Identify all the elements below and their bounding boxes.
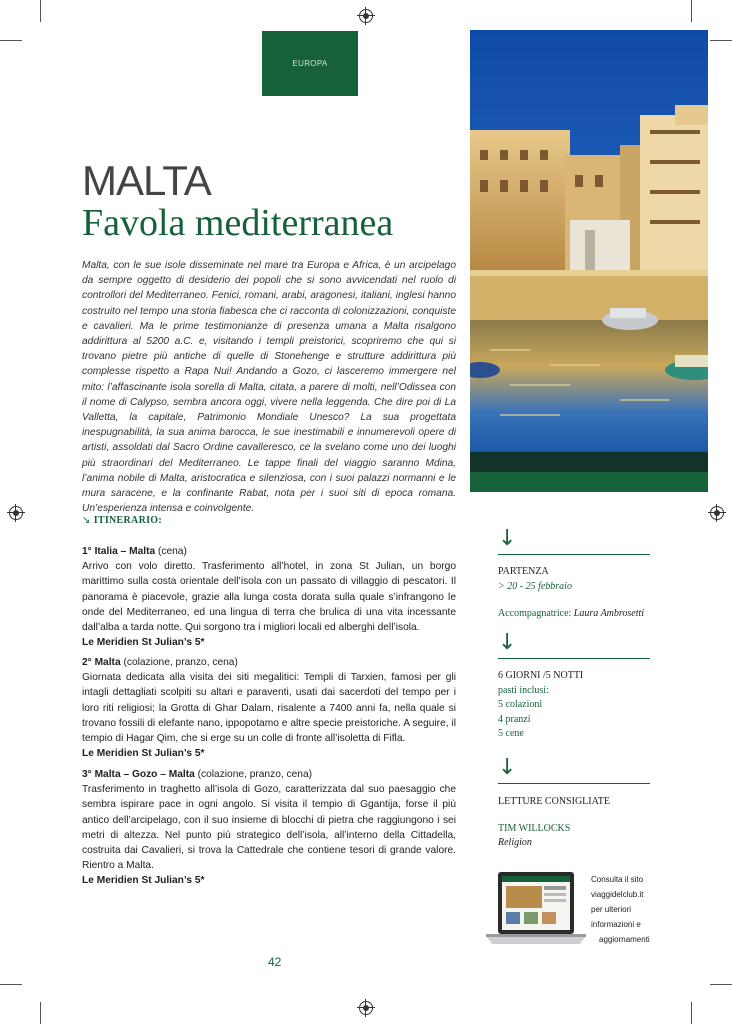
- meal-item: 5 colazioni: [498, 699, 543, 710]
- page-title: MALTA: [82, 157, 211, 204]
- meals-label: pasti inclusi:: [498, 684, 549, 696]
- book-title: Religion: [498, 837, 532, 848]
- departure-dates: > 20 - 25 febbraio: [498, 580, 572, 592]
- laptop-icon: [484, 870, 588, 950]
- page-number: 42: [268, 955, 282, 969]
- day-text: Trasferimento in traghetto all’isola di Gozo, caratterizzata dal suo paesaggio che sembra ispirare pace in ogni angolo. Si visita il tempio di Ggantija, forse il più antico dell’arcipelago, con il suo insieme di blocchi di pietra che raggiungono i sei metri di altezza. Nel punto più strategico dell’isola, all’interno della Cittadella, costruita dai Cavalieri, si trova la Cattedrale che contiene tesori di grande valore. Rientro a Malta.: [82, 784, 456, 872]
- day-text: Giornata dedicata alla visita dei siti megalitici: Templi di Tarxien, famosi per gli intagli dettagliati scolpiti su altari e paraventi, usati dai sacerdoti del tempo per i loro riti religiosi; la Grotta di Ghar Dalam, risalente a 7400 anni fa, nella quale si trovano fossili di elefante nano, ippopotamo e altre specie preistoriche. A seguire, il tempio di Hagar Qim, che si erge su un colle di fronte all’isoletta di Fifla.: [82, 672, 456, 745]
- day-meals: (colazione, pranzo, cena): [120, 657, 238, 668]
- itinerary-heading: ↘ ITINERARIO:: [82, 515, 162, 526]
- escort-name: Laura Ambrosetti: [573, 608, 645, 619]
- reading-label: LETTURE CONSIGLIATE: [498, 796, 610, 807]
- crop-mark: [0, 984, 22, 985]
- day-meals: (colazione, pranzo, cena): [194, 769, 313, 780]
- day-hotel: Le Meridien St Julian’s 5*: [82, 748, 205, 760]
- duration-block: [498, 669, 658, 742]
- crop-mark: [691, 0, 692, 22]
- meal-item: 5 cene: [498, 728, 524, 739]
- arrow-down-icon: ↓: [498, 526, 517, 551]
- crop-mark: [40, 0, 41, 22]
- promo-text: [591, 872, 671, 947]
- harbour-photo: [470, 30, 708, 492]
- meal-item: 4 pranzi: [498, 713, 531, 725]
- registration-mark-icon: [359, 1001, 373, 1015]
- arrow-down-icon: ↓: [498, 630, 517, 655]
- escort-label: Accompagnatrice:: [498, 608, 574, 619]
- promo-line: viaggidelclub.it: [591, 890, 644, 899]
- crop-mark: [710, 984, 732, 985]
- promo-line: aggiornamenti: [599, 935, 650, 944]
- day-hotel: Le Meridien St Julian’s 5*: [82, 875, 205, 887]
- day-title: 2° Malta: [82, 657, 121, 668]
- registration-mark-icon: [710, 506, 724, 520]
- divider: [498, 554, 650, 555]
- registration-mark-icon: [9, 506, 23, 520]
- departure-block: [498, 565, 658, 594]
- day-meals: (cena): [155, 546, 187, 557]
- divider: [498, 783, 650, 784]
- arrow-down-icon: ↓: [498, 755, 517, 780]
- crop-mark: [691, 1002, 692, 1024]
- escort-line: [498, 607, 658, 622]
- duration: 6 GIORNI /5 NOTTI: [498, 670, 584, 681]
- page-subtitle: Favola mediterranea: [82, 202, 394, 244]
- divider: [498, 658, 650, 659]
- crop-mark: [40, 1002, 41, 1024]
- book-author: TIM WILLOCKS: [498, 823, 571, 834]
- promo-line: informazioni e: [591, 920, 641, 929]
- crop-mark: [0, 40, 22, 41]
- day-title: 3° Malta – Gozo – Malta: [82, 769, 195, 780]
- promo-line: per ulteriori: [591, 905, 632, 914]
- day-hotel: Le Meridien St Julian’s 5*: [82, 637, 205, 649]
- crop-mark: [710, 40, 732, 41]
- itinerary-day: [82, 655, 456, 761]
- arrow-down-right-icon: ↘: [82, 515, 91, 526]
- departure-label: PARTENZA: [498, 566, 549, 577]
- day-text: Arrivo con volo diretto. Trasferimento all’hotel, in zona St Julian, un borgo marittimo sulla costa orientale dell’isola con un passato di villaggio di pescatori. Il panorama è piacevole, grazie alla lunga costa dorata sulla quale s’infrangono le onde del Mediterraneo, ed una lingua di terra che brulica di una vita incessante dall’alba a tarda notte. Qui sorgono tra i migliori locali ed alberghi dell’isola.: [82, 561, 456, 634]
- intro-paragraph: Malta, con le sue isole disseminate nel mare tra Europa e Africa, è un arcipelago da sempre oggetto di desiderio dei popoli che si sono avvicendati nel ruolo di controllori del Mediterraneo. Fenici, romani, arabi, aragonesi, italiani, inglesi hanno costruito nel tempo una storia fiabesca che ci racconta di colonizzazioni, conquiste e cavalieri. Ma le prime testimonianze di presenza umana a Malta risalgono addirittura al 5200 a.C. e, visitando i templi preistorici, scopriremo che qui si trovano pietre più antiche di quelle di Stonehenge e strutture addirittura più complesse rispetto a Rapa Nui! Andando a Gozo, ci lasceremo immergere nel mito: l’affascinante isola sorella di Malta, citata, a parere di molti, nell’Odissea con il nome di Calypso, sembra ancora oggi, vivere nella leggenda. Che dire poi di La Valletta, la capitale, Patrimonio Mondiale Unesco? La sua progettata inespugnabilità, la sua anima barocca, le sue inestimabili e innumerevoli opere di artisti, assoldati dal Sacro Ordine cavalleresco, ce la svelano come uno dei luoghi più straordinari del Mediterraneo. Le tappe finali del viaggio saranno Mdina, l’anima nobile di Malta, aristocratica e silenziosa, con i suoi palazzi normanni e le mura saracene, e la confinante Rabat, nota per i suoi siti di epoca romana. Un’esperienza intensa e coinvolgente.: [82, 260, 456, 515]
- registration-mark-icon: [359, 9, 373, 23]
- itinerary-day: [82, 544, 456, 650]
- promo-line: Consulta il sito: [591, 875, 644, 884]
- section-tag: EUROPA: [262, 31, 358, 96]
- day-title: 1° Italia – Malta: [82, 546, 156, 557]
- itinerary-day: [82, 767, 456, 889]
